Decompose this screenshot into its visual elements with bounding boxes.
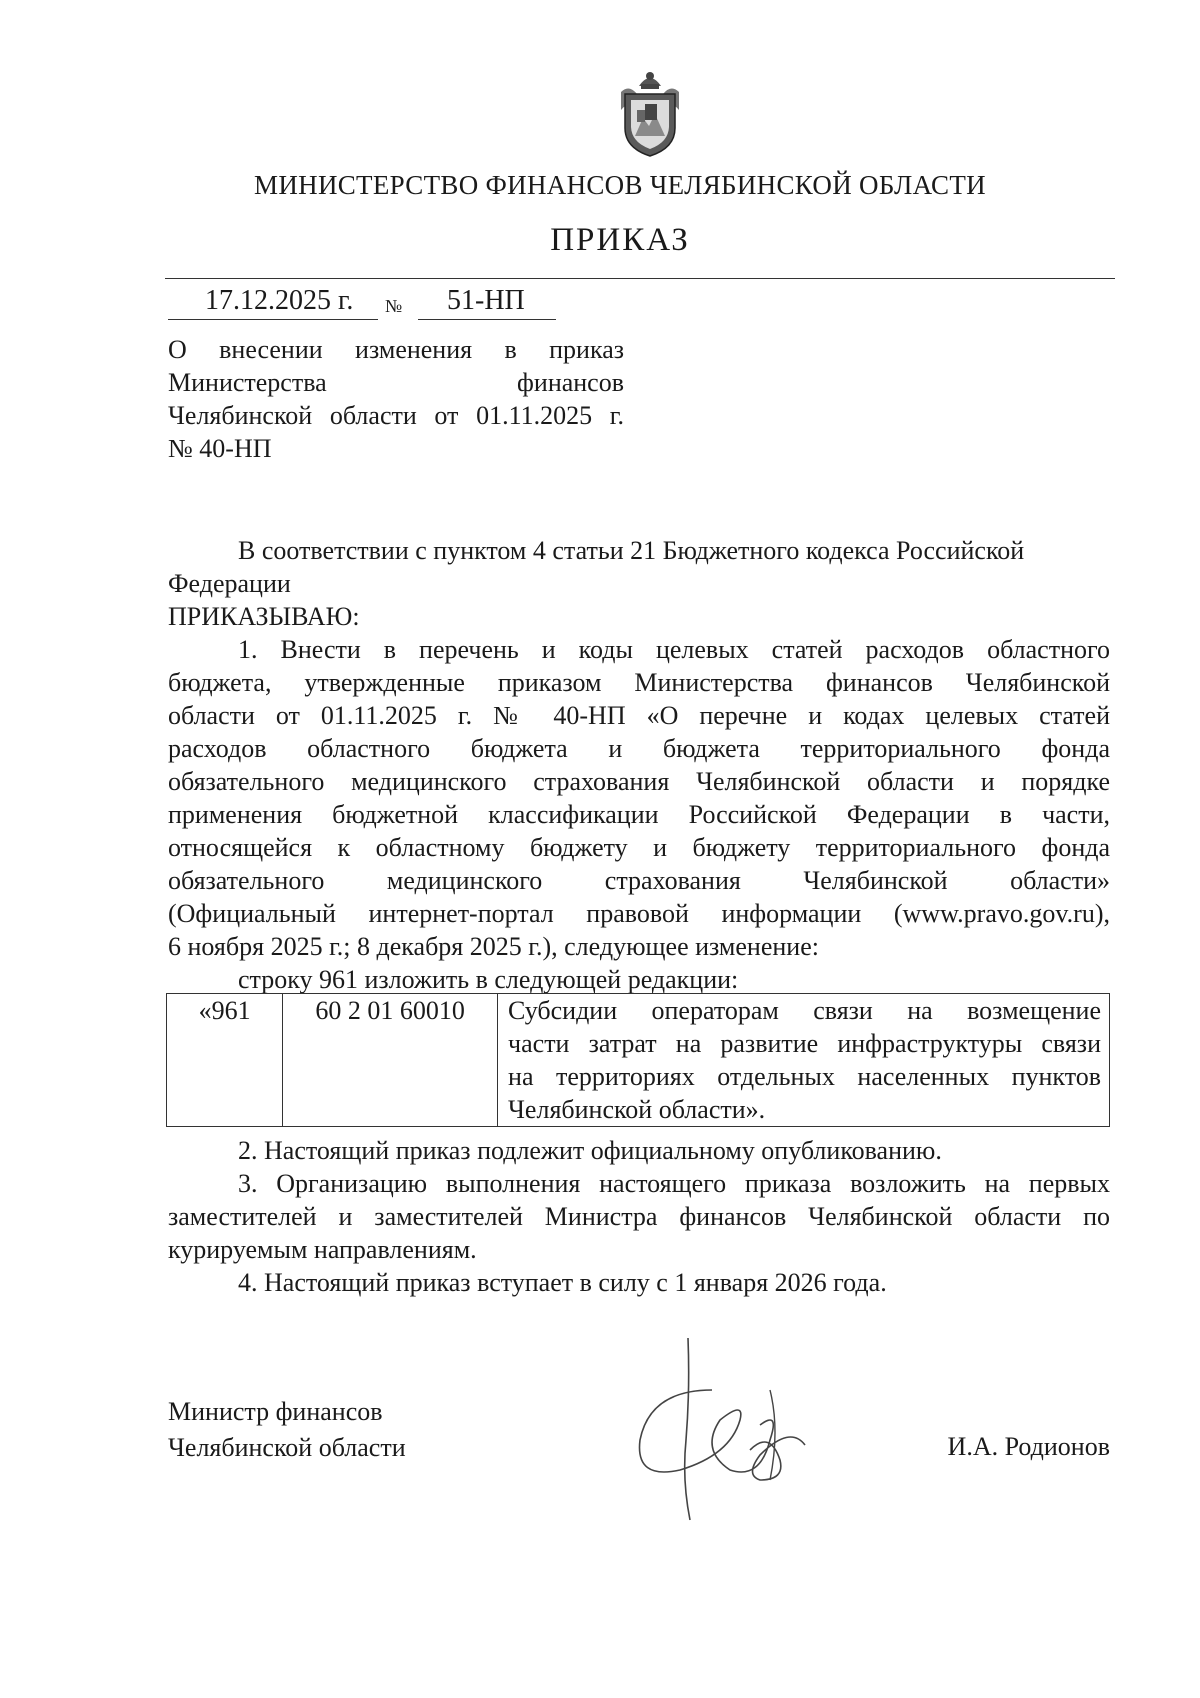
description-line: части затрат на развитие инфраструктуры связи bbox=[508, 1029, 1101, 1058]
item-4: 4. Настоящий приказ вступает в силу с 1 января 2026 года. bbox=[238, 1268, 887, 1297]
item-1-line: 6 ноября 2025 г.; 8 декабря 2025 г.), следующее изменение: bbox=[168, 932, 819, 961]
preamble-line: В соответствии с пунктом 4 статьи 21 Бюджетного кодекса Российской bbox=[238, 536, 1025, 565]
order-date: 17.12.2025 г. bbox=[205, 285, 354, 316]
table-intro: строку 961 изложить в следующей редакции: bbox=[238, 965, 739, 994]
table-row bbox=[167, 994, 1110, 1127]
item-1 bbox=[168, 633, 1110, 996]
item-1-line: области от 01.11.2025 г. № 40-НП «О перечне и кодах целевых статей bbox=[168, 701, 1110, 730]
row-line-number: «961 bbox=[167, 994, 283, 1127]
header-divider bbox=[165, 278, 1115, 279]
ministry-name: МИНИСТЕРСТВО ФИНАНСОВ ЧЕЛЯБИНСКОЙ ОБЛАСТИ bbox=[254, 170, 986, 200]
subject-line: Челябинской области от 01.11.2025 г. bbox=[168, 401, 624, 430]
order-subject bbox=[168, 333, 624, 465]
subject-line: № 40-НП bbox=[168, 434, 272, 463]
item-1-line: применения бюджетной классификации Российской Федерации в части, bbox=[168, 800, 1110, 829]
description-line: Челябинской области». bbox=[508, 1095, 766, 1124]
item-1-line: (Официальный интернет-портал правовой информации (www.pravo.gov.ru), bbox=[168, 899, 1110, 928]
command-word: ПРИКАЗЫВАЮ: bbox=[168, 602, 360, 631]
number-underline bbox=[418, 319, 556, 320]
subject-line: О внесении изменения в приказ bbox=[168, 335, 624, 364]
position-line: Челябинской области bbox=[168, 1433, 406, 1462]
preamble bbox=[168, 534, 1110, 633]
description-line: на территориях отдельных населенных пунктов bbox=[508, 1062, 1101, 1091]
item-3-line: 3. Организацию выполнения настоящего приказа возложить на первых bbox=[238, 1169, 1110, 1198]
item-1-line: обязательного медицинского страхования Челябинской области и порядке bbox=[168, 767, 1110, 796]
position-line: Министр финансов bbox=[168, 1397, 383, 1426]
items-2-4 bbox=[168, 1134, 1110, 1299]
signatory-position bbox=[168, 1394, 406, 1466]
handwritten-signature bbox=[620, 1330, 820, 1530]
description-line: Субсидии операторам связи на возмещение bbox=[508, 996, 1101, 1025]
item-1-line: расходов областного бюджета и бюджета территориального фонда bbox=[168, 734, 1110, 763]
target-article-table bbox=[166, 993, 1110, 1127]
item-3-line: заместителей и заместителей Министра финансов Челябинской области по bbox=[168, 1202, 1110, 1231]
article-code: 60 2 01 60010 bbox=[283, 994, 498, 1127]
document-type-title: ПРИКАЗ bbox=[550, 222, 690, 258]
item-1-line: бюджета, утвержденные приказом Министерства финансов Челябинской bbox=[168, 668, 1110, 697]
article-description bbox=[498, 994, 1110, 1127]
item-2: 2. Настоящий приказ подлежит официальному опубликованию. bbox=[238, 1136, 942, 1165]
number-sign: № bbox=[385, 296, 403, 316]
signatory-name: И.А. Родионов bbox=[947, 1432, 1110, 1461]
coat-of-arms-emblem bbox=[615, 66, 685, 158]
item-3-line: курируемым направлениям. bbox=[168, 1235, 477, 1264]
order-number: 51-НП bbox=[447, 285, 525, 316]
item-1-line: обязательного медицинского страхования Челябинской области» bbox=[168, 866, 1110, 895]
date-underline bbox=[168, 319, 378, 320]
item-1-line: 1. Внести в перечень и коды целевых статей расходов областного bbox=[238, 635, 1110, 664]
subject-line: Министерства финансов bbox=[168, 368, 624, 397]
preamble-line: Федерации bbox=[168, 569, 291, 598]
item-1-line: относящейся к областному бюджету и бюджету территориального фонда bbox=[168, 833, 1110, 862]
